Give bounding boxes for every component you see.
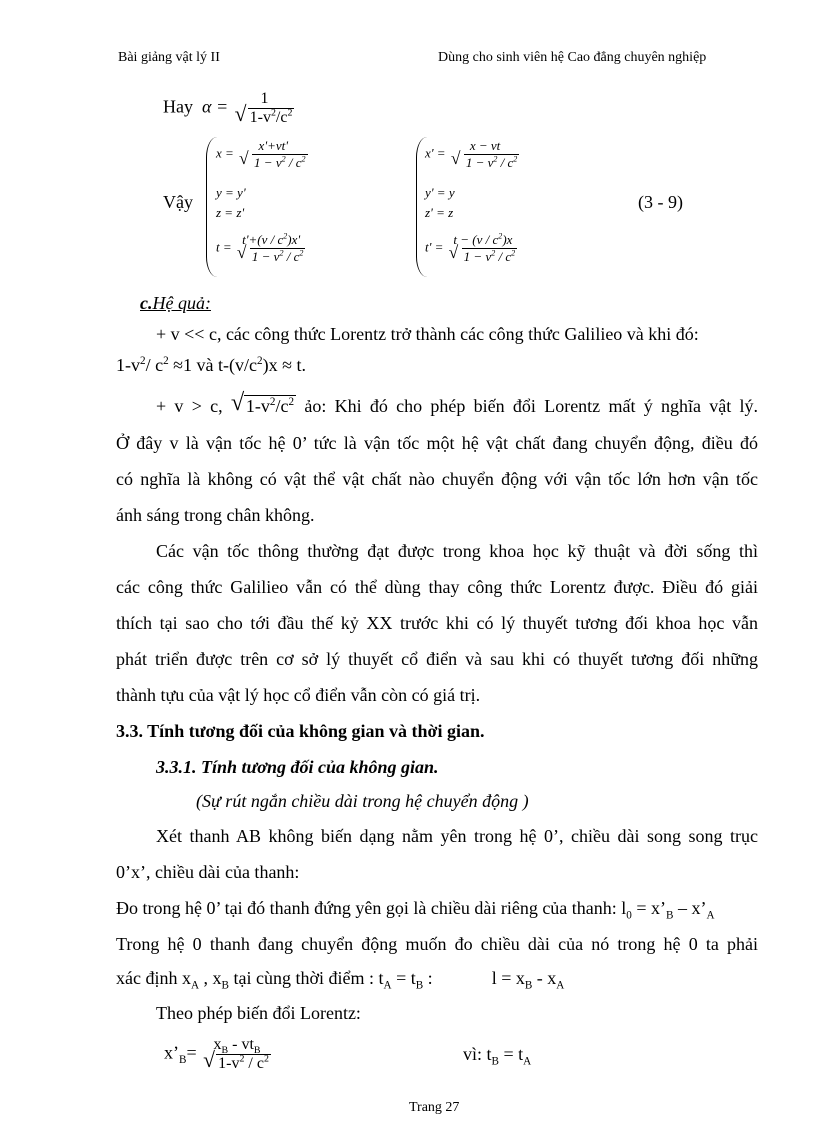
sec-p3-e: : xyxy=(423,968,433,988)
sec-p3-l2: xác định $x_A$ , $x_B$ tại cùng thời điểm : $t_A = t_B$ : $l = x_B - x_A$ xyxy=(116,968,565,992)
cons-p2-l1: + v > c, √ $1-v^2/c^2$ ảo: Khi đó cho phép biến đổi Lorentz mất ý nghĩa vật lý. xyxy=(156,389,759,416)
eq-right-y: y' = y xyxy=(425,185,455,200)
eq-right-t: t' = $t - (v / c^2)x$ √ $1 - v^2 / c^2$ xyxy=(425,231,516,264)
eq-alpha-num: 1 xyxy=(260,90,269,107)
eq-left-t: t = $t'+(v / c^2)x'$ √ $1 - v^2 / c^2$ xyxy=(216,231,304,264)
cons-p2-rad: 1-v xyxy=(245,396,270,416)
sec-p1-l2: 0’x’, chiều dài của thanh: xyxy=(116,862,300,882)
eq-right-t-den-a: 1 − v xyxy=(463,249,492,264)
sec-p2-b: = x’ xyxy=(631,898,667,918)
eq-left-y: y = y' xyxy=(216,185,246,200)
eq-number: (3 - 9) xyxy=(638,192,683,212)
cons-p3-l2: các công thức Galilieo vẫn có thể dùng thay công thức Lorentz được. Điều đó giải xyxy=(116,577,758,597)
sec-p2-a: Đo trong hệ 0’ tại đó thanh đứng yên gọi là chiều dài riêng của thanh: l xyxy=(116,898,627,918)
cons-p2-l3: có nghĩa là không có vật thể vật chất nào chuyển động với vận tốc lớn hơn vận tốc xyxy=(116,469,758,489)
cons-p3-l4: phát triển được trên cơ sở lý thuyết cổ điển và sau khi có thuyết tương đối những xyxy=(116,649,758,669)
sec-p3-b: , x xyxy=(199,968,222,988)
formula-den-a: 1-v xyxy=(218,1055,240,1072)
cons-p3-l5: thành tựu của vật lý học cổ điển vẫn còn có giá trị. xyxy=(116,685,481,705)
eq-alpha: Hay α = 1 √ $1-v^2/c^2$ xyxy=(163,90,296,127)
cons-p3-l3: thích tại sao cho tới đầu thế kỷ XX trước khi có lý thuyết tương đối khoa học vẫn xyxy=(116,613,758,633)
sec-p2: Đo trong hệ 0’ tại đó thanh đứng yên gọi là chiều dài riêng của thanh: $l_0$ = $x’_B$ – $x’_A$ xyxy=(116,898,715,922)
sec-p4: Theo phép biến đổi Lorentz: xyxy=(156,1003,361,1023)
sec-p1-l1: Xét thanh AB không biến dạng nằm yên trong hệ 0’, chiều dài song song trục xyxy=(156,826,758,846)
cons-p2-l2: Ở đây v là vận tốc hệ 0’ tức là vận tốc một hệ vật chất đang chuyển động, điều đó xyxy=(116,433,758,453)
eq-right-x-den-b: / c xyxy=(497,155,514,170)
cons-p2-b: ảo: Khi đó cho phép biến đổi Lorentz mất ý nghĩa vật lý. xyxy=(296,396,759,416)
eq-system-label: Vậy xyxy=(163,192,193,212)
sec-p3-g: - x xyxy=(532,968,557,988)
cons-p1-l2-d: )x ≈ t. xyxy=(262,355,306,375)
eq-left-x-den-b: / c xyxy=(285,155,302,170)
formula-den-b: / c xyxy=(244,1055,264,1072)
cons-p1-l2-a: 1-v xyxy=(116,355,140,375)
eq-left-x-lhs: x = xyxy=(216,145,234,161)
formula-note-b: = t xyxy=(498,1044,524,1064)
formula-eq: = xyxy=(186,1042,197,1063)
sec-p3-d: = t xyxy=(391,968,416,988)
page-number: Trang 27 xyxy=(409,1100,460,1115)
cons-p1-l2-c: ≈1 và t-(v/c xyxy=(168,355,258,375)
formula-lhs: x’ xyxy=(164,1042,179,1063)
formula-note-a: vì: t xyxy=(463,1044,492,1064)
eq-right-t-den-b: / c xyxy=(495,249,512,264)
subsection-note: (Sự rút ngắn chiều dài trong hệ chuyển động ) xyxy=(196,791,529,811)
formula-num-a: x xyxy=(213,1036,222,1053)
cons-p1-l2: $1-v^2/$ $c^2 \approx 1$ và $t-(v/c^2)x \approx t$. xyxy=(116,355,306,375)
eq-left-x: x = x'+vt' √ $1 - v^2 / c^2$ xyxy=(216,138,310,171)
eq-right-x-num: x − vt xyxy=(469,138,501,153)
formula-num-b: - vt xyxy=(228,1036,254,1053)
section-title: 3.3. Tính tương đối của không gian và thời gian. xyxy=(116,721,485,741)
eq-left-z: z = z' xyxy=(216,205,245,220)
eq-right-t-num-a: t − (v / c xyxy=(453,232,499,247)
eq-alpha-prefix: Hay xyxy=(163,96,193,117)
cons-p2-a: + v > c, xyxy=(156,396,223,416)
sec-p2-c: – x’ xyxy=(673,898,707,918)
header-left: Bài giảng vật lý II xyxy=(118,50,220,65)
eq-left-x-num: x'+vt' xyxy=(258,138,289,153)
consequence-heading-letter: c. xyxy=(140,293,153,313)
subsection-title: 3.3.1. Tính tương đối của không gian. xyxy=(156,757,439,777)
eq-left-t-lhs: t = xyxy=(216,239,232,255)
consequence-heading-text: Hệ quả: xyxy=(152,293,211,313)
eq-left-x-den-a: 1 − v xyxy=(254,155,282,170)
eq-right-x-lhs: x' = xyxy=(425,145,446,161)
cons-p1-l2-b: / c xyxy=(145,355,164,375)
sec-p3-a: xác định x xyxy=(116,968,191,988)
eq-left-t-num-a: t'+(v / c xyxy=(242,232,284,247)
sec-p3-c: tại cùng thời điểm : t xyxy=(229,968,384,988)
eq-right-z: z' = z xyxy=(425,205,454,220)
header-right: Dùng cho sinh viên hệ Cao đẳng chuyên nghiệp xyxy=(438,50,707,65)
eq-right-t-lhs: t' = xyxy=(425,239,444,255)
eq-alpha-den-b: /c xyxy=(275,109,288,126)
eq-right-t-num-b: )x xyxy=(502,232,513,247)
eq-alpha-den-a: 1-v xyxy=(249,109,271,126)
cons-p2-rad-end: /c xyxy=(275,396,289,416)
cons-p3-l1: Các vận tốc thông thường đạt được trong khoa học kỹ thuật và đời sống thì xyxy=(156,541,758,561)
cons-p2-l4: ánh sáng trong chân không. xyxy=(116,505,315,525)
formula-note: vì: $t_B = t_A$ xyxy=(463,1044,532,1068)
sec-p3-f: l = x xyxy=(491,968,525,988)
consequence-heading xyxy=(140,293,211,314)
sec-p3-l1: Trong hệ 0 thanh đang chuyển động muốn đo chiều dài của nó trong hệ 0 ta phải xyxy=(116,934,758,954)
eq-right-x: x' = x − vt √ $1 - v^2 / c^2$ xyxy=(425,138,521,171)
eq-left-t-num-b: )x' xyxy=(287,232,301,247)
eq-alpha-symbol: α = xyxy=(202,96,229,117)
cons-p1-l1: + v << c, các công thức Lorentz trở thành các công thức Galilieo và khi đó: xyxy=(156,324,699,344)
formula-xb: $x’_B=$ $x_B - vt_B$ √ $1-v^2 / c^2$ xyxy=(164,1036,269,1072)
eq-right-x-den-a: 1 − v xyxy=(465,155,494,170)
eq-left-t-den-a: 1 − v xyxy=(251,249,280,264)
eq-left-t-den-b: / c xyxy=(283,249,300,264)
